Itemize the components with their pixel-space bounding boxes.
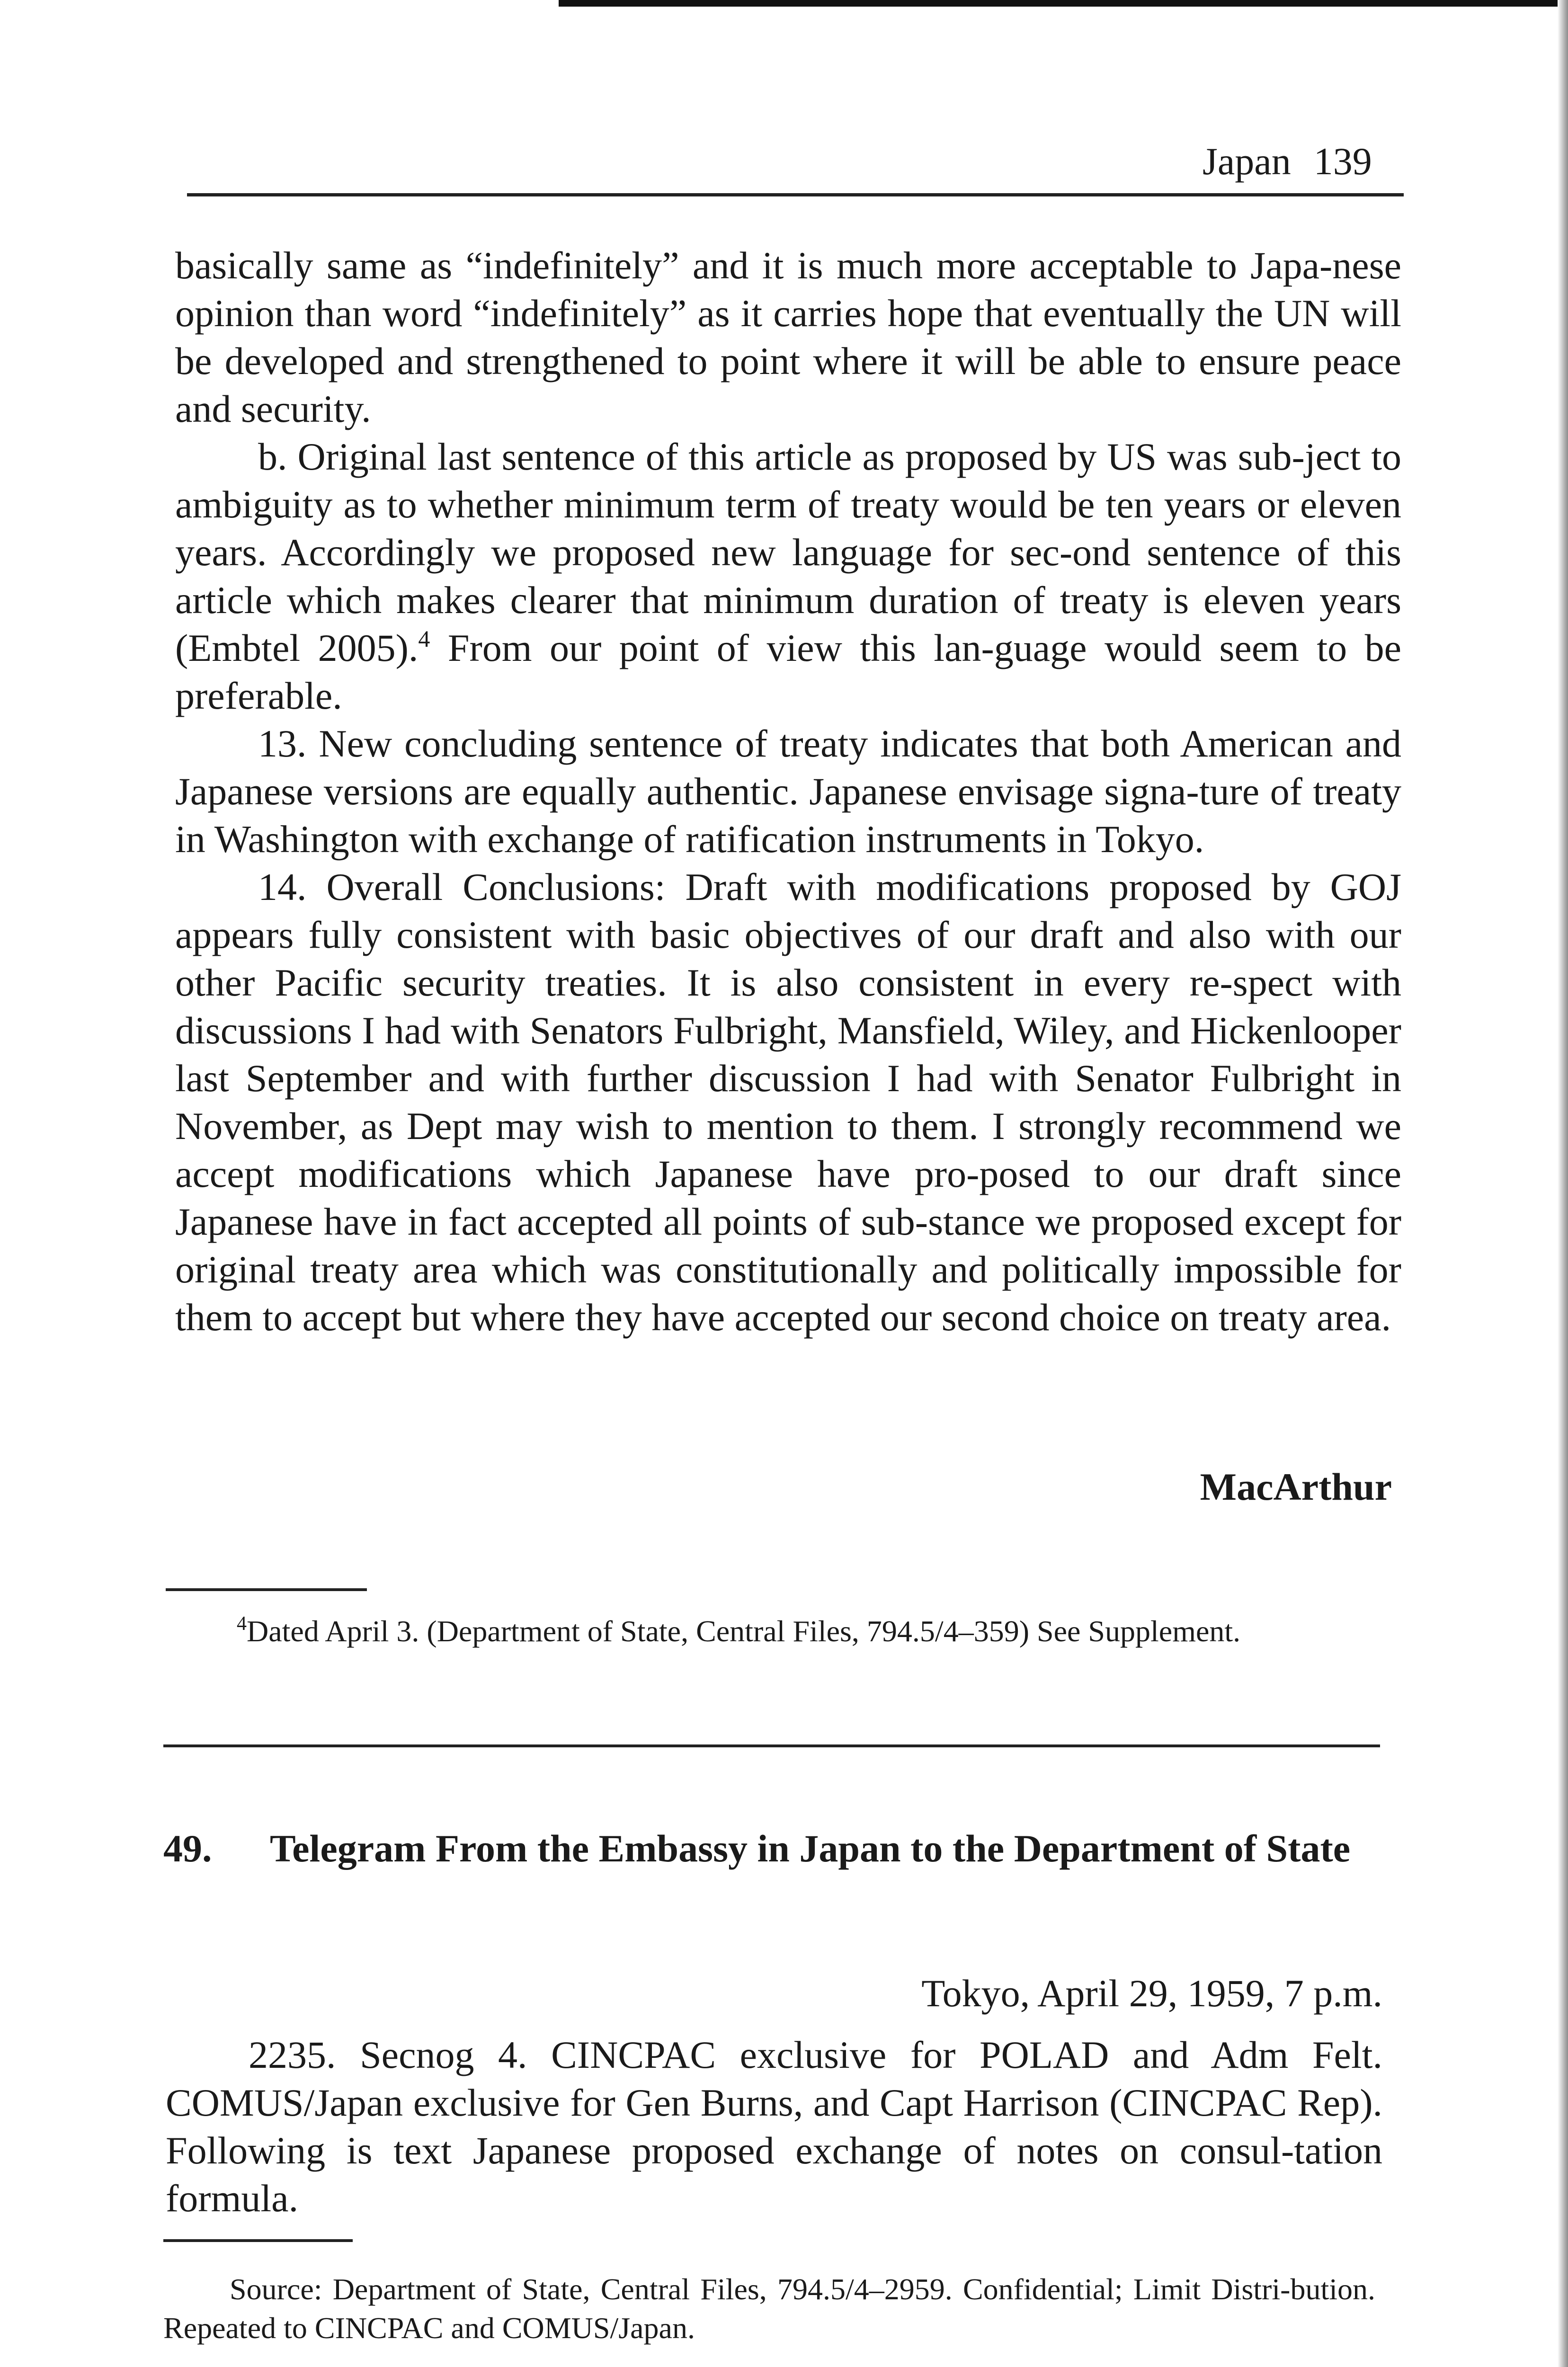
paragraph-13: 13. New concluding sentence of treaty indicates that both American and Japanese versions are equally authentic. Japanese envisage signa-ture of treaty in Washington with exchange of ratification instruments in Tokyo. xyxy=(175,722,1401,861)
footnote-4 xyxy=(237,1612,1382,1651)
body-text xyxy=(175,241,1401,1341)
paragraph-14: 14. Overall Conclusions: Draft with modifications proposed by GOJ appears fully consistent with basic objectives of our draft and also with our other Pacific security treaties. It is also consistent in every re-spect with discussions I had with Senators Fulbright, Mansfield, Wiley, and Hickenlooper last September and with further discussion I had with Senator Fulbright in November, as Dept may wish to mention to them. I strongly recommend we accept modifications which Japanese have pro-posed to our draft since Japanese have in fact accepted all points of sub-stance we proposed except for original treaty area which was constitutionally and politically impossible for them to accept but where they have accepted our second choice on treaty area. xyxy=(175,865,1401,1339)
scan-top-edge xyxy=(559,0,1568,7)
source-note: Source: Department of State, Central Files, 794.5/4–2959. Confidential; Limit Distri-bution. Repeated to CINCPAC and COMUS/Japan. xyxy=(163,2272,1375,2345)
running-head-section: Japan xyxy=(1203,140,1291,183)
signature: MacArthur xyxy=(1200,1465,1392,1508)
paragraph-continued: basically same as “indefinitely” and it is much more acceptable to Japa-nese opinion than word “indefinitely” as it carries hope that eventually the UN will be developed and strengthened to point where it will be able to ensure peace and security. xyxy=(175,244,1401,430)
footnote-4-text: Dated April 3. (Department of State, Central Files, 794.5/4–359) See Supplement. xyxy=(247,1614,1241,1648)
document-title: Telegram From the Embassy in Japan to the Department of State xyxy=(270,1827,1351,1870)
footnote-marker: 4 xyxy=(237,1613,247,1635)
telegram-body xyxy=(166,2031,1382,2222)
dateline: Tokyo, April 29, 1959, 7 p.m. xyxy=(921,1972,1382,2015)
running-head xyxy=(1203,142,1372,181)
footnote-rule xyxy=(166,1588,367,1591)
footnote-reference: 4 xyxy=(418,625,430,652)
header-rule xyxy=(187,193,1404,196)
telegram-paragraph: 2235. Secnog 4. CINCPAC exclusive for POLAD and Adm Felt. COMUS/Japan exclusive for Gen Burns, and Capt Harrison (CINCPAC Rep). Following is text Japanese proposed exchange of notes on consul-tation formula. xyxy=(166,2033,1382,2220)
scan-binding-edge xyxy=(1558,0,1568,2367)
document-number: 49. xyxy=(163,1827,212,1870)
paragraph-b-text: b. Original last sentence of this article as proposed by US was sub-ject to ambiguity as to whether minimum term of treaty would be ten years or eleven years. Accordingly we proposed new language for sec-ond sentence of this article which makes clearer that minimum duration of treaty is eleven years (Embtel 2005). xyxy=(175,435,1401,669)
document-separator-rule xyxy=(163,1744,1380,1747)
page-number: 139 xyxy=(1313,140,1372,183)
paragraph-b xyxy=(175,433,1401,720)
paragraph-b-tail: From our point of view this lan-guage would seem to be preferable. xyxy=(175,626,1402,717)
source-note-rule xyxy=(163,2239,353,2242)
